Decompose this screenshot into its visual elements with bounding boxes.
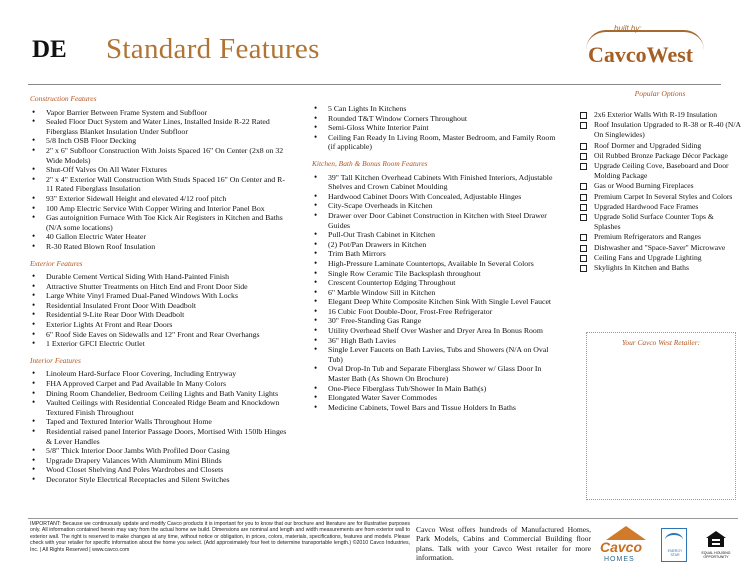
section-kitchen-bath <box>312 159 562 412</box>
feature-item: • 1 Exterior GFCI Electric Outlet <box>30 339 292 349</box>
feature-item: • 39" Tall Kitchen Overhead Cabinets With Finished Interiors, Adjustable Shelves and Crown Cabinet Moulding <box>312 173 562 192</box>
feature-item: • FHA Approved Carpet and Pad Available In Many Colors <box>30 379 292 389</box>
option-item: Roof Dormer and Upgraded Siding <box>579 141 741 151</box>
feature-item: • Wood Closet Shelving And Poles Wardrobes and Closets <box>30 465 292 475</box>
footer-message: Cavco West offers hundreds of Manufactured Homes, Park Models, Cabins and Commercial Building floor plans. Talk with your Cavco West retailer for more information. <box>416 525 591 563</box>
energy-star-logo <box>661 528 687 562</box>
feature-item: • Attractive Shutter Treatments on Hitch End and Front Door Side <box>30 282 292 292</box>
equal-housing-text: EQUAL HOUSING OPPORTUNITY <box>701 551 731 559</box>
feature-item: • Vapor Barrier Between Frame System and Subfloor <box>30 108 292 118</box>
feature-item: • Dining Room Chandelier, Bedroom Ceiling Lights and Bath Vanity Lights <box>30 389 292 399</box>
feature-list <box>312 104 562 152</box>
feature-item: • 5 Can Lights In Kitchens <box>312 104 562 114</box>
cavco-logo-sub: HOMES <box>604 556 635 563</box>
feature-item: • City-Scape Overheads in Kitchen <box>312 201 562 211</box>
option-item: Upgrade Ceiling Cove, Baseboard and Door Molding Package <box>579 161 741 181</box>
feature-item: • (2) Pot/Pan Drawers in Kitchen <box>312 240 562 250</box>
option-item: Gas or Wood Burning Fireplaces <box>579 181 741 191</box>
section-exterior <box>30 259 292 349</box>
feature-item: • Residential Insulated Front Door With Deadbolt <box>30 301 292 311</box>
feature-item: • Decorator Style Electrical Receptacles and Silent Switches <box>30 475 292 485</box>
feature-item: • 2" x 6" Subfloor Construction With Joists Spaced 16" On Center (2x8 on 32 Wide Models) <box>30 146 292 165</box>
feature-item: • Drawer over Door Cabinet Construction in Kitchen with Steel Drawer Guides <box>312 211 562 230</box>
brand-tagline: built by: <box>614 24 642 33</box>
feature-item: • R-30 Rated Blown Roof Insulation <box>30 242 292 252</box>
section-title: Kitchen, Bath & Bonus Room Features <box>312 158 428 168</box>
feature-list <box>30 108 292 252</box>
feature-item: • 6" Roof Side Eaves on Sidewalls and 12" Front and Rear Overhangs <box>30 330 292 340</box>
feature-item: • Linoleum Hard-Surface Floor Covering, Including Entryway <box>30 369 292 379</box>
feature-item: • 5/8 Inch OSB Floor Decking <box>30 136 292 146</box>
retailer-box <box>586 332 736 500</box>
feature-item: • Rounded T&T Window Corners Throughout <box>312 114 562 124</box>
features-column-left <box>30 94 292 492</box>
feature-item: • Exterior Lights At Front and Rear Doors <box>30 320 292 330</box>
feature-item: • Shut-Off Valves On All Water Fixtures <box>30 165 292 175</box>
equal-housing-icon <box>705 530 727 548</box>
header-divider <box>28 84 721 85</box>
feature-item: • 100 Amp Electric Service With Copper Wiring and Interior Panel Box <box>30 204 292 214</box>
feature-item: • Semi-Gloss White Interior Paint <box>312 123 562 133</box>
feature-item: • 5/8" Thick Interior Door Jambs With Profiled Door Casing <box>30 446 292 456</box>
option-item: Skylights In Kitchen and Baths <box>579 263 741 273</box>
feature-item: • Oval Drop-In Tub and Separate Fiberglass Shower w/ Glass Door In Master Bath (As Shown On Brochure) <box>312 364 562 383</box>
equal-housing-logo <box>699 528 733 562</box>
feature-item: • 30" Free-Standing Gas Range <box>312 316 562 326</box>
page-title: Standard Features <box>106 33 320 65</box>
feature-item: • Vaulted Ceilings with Residential Concealed Ridge Beam and Knockdown Textured Finish Throughout <box>30 398 292 417</box>
option-item: Roof Insulation Upgraded to R-38 or R-40 (N/A On Singlewides) <box>579 120 741 140</box>
option-item: Ceiling Fans and Upgrade Lighting <box>579 253 741 263</box>
section-title: Interior Features <box>30 355 81 365</box>
section-interior-cont <box>312 104 562 152</box>
feature-item: • 93" Exterior Sidewall Height and elevated 4/12 roof pitch <box>30 194 292 204</box>
section-title: Construction Features <box>30 94 97 103</box>
feature-list <box>30 369 292 484</box>
brand-name: CavcoWest <box>588 42 694 67</box>
energy-star-text: ENERGY STAR <box>667 549 683 557</box>
feature-item: • Sealed Floor Duct System and Water Lines, Installed Inside R-22 Rated Fiberglass Blanket Insulation Under Subfloor <box>30 117 292 136</box>
feature-item: • Residential raised panel Interior Passage Doors, Mortised With 150lb Hinges & Lever Handles <box>30 427 292 446</box>
retailer-label: Your Cavco West Retailer: <box>621 338 701 347</box>
feature-list <box>30 272 292 349</box>
feature-item: • 6" Marble Window Sill in Kitchen <box>312 288 562 298</box>
feature-item: • Hardwood Cabinet Doors With Concealed, Adjustable Hinges <box>312 192 562 202</box>
feature-item: • Upgrade Drapery Valances With Aluminum Mini Blinds <box>30 456 292 466</box>
feature-item: • Utility Overhead Shelf Over Washer and Dryer Area In Bonus Room <box>312 326 562 336</box>
option-item: Upgrade Solid Surface Counter Tops & Splashes <box>579 212 741 232</box>
feature-item: • 2" x 4" Exterior Wall Construction With Studs Spaced 16" On Center and R-11 Rated Fiberglass Insulation <box>30 175 292 194</box>
footer-divider <box>28 518 738 519</box>
cavco-west-logo <box>584 20 724 70</box>
feature-item: • Single Lever Faucets on Bath Lavies, Tubs and Showers (N/A on Oval Tub) <box>312 345 562 364</box>
feature-item: • Residential 9-Lite Rear Door With Deadbolt <box>30 310 292 320</box>
model-code: DE <box>32 36 67 63</box>
feature-item: • Single Row Ceramic Tile Backsplash throughout <box>312 269 562 279</box>
energy-star-icon <box>665 533 683 547</box>
option-item: Oil Rubbed Bronze Package Décor Package <box>579 151 741 161</box>
features-column-middle <box>312 104 562 419</box>
feature-item: • Crescent Countertop Edging Throughout <box>312 278 562 288</box>
feature-item: • One-Piece Fiberglass Tub/Shower In Main Bath(s) <box>312 384 562 394</box>
section-interior <box>30 356 292 485</box>
feature-item: • Gas autoignition Furnace With Toe Kick Air Registers in Kitchen and Baths (N/A some locations) <box>30 213 292 232</box>
feature-item: • 40 Gallon Electric Water Heater <box>30 232 292 242</box>
feature-item: • Elegant Deep White Composite Kitchen Sink With Single Level Faucet <box>312 297 562 307</box>
option-item: Premium Refrigerators and Ranges <box>579 232 741 242</box>
feature-item: • 36" High Bath Lavies <box>312 336 562 346</box>
cavco-homes-logo <box>598 526 650 568</box>
option-item: Upgraded Hardwood Face Frames <box>579 202 741 212</box>
feature-item: • Durable Cement Vertical Siding With Hand-Painted Finish <box>30 272 292 282</box>
popular-options-title: Popular Options <box>634 89 686 98</box>
feature-item: • Large White Vinyl Framed Dual-Paned Windows With Locks <box>30 291 292 301</box>
feature-item: • Elongated Water Saver Commodes <box>312 393 562 403</box>
option-item: Dishwasher and "Space-Saver" Microwave <box>579 243 741 253</box>
house-roof-icon <box>606 526 646 540</box>
section-title: Exterior Features <box>30 258 83 268</box>
feature-item: • 16 Cubic Foot Double-Door, Frost-Free Refrigerator <box>312 307 562 317</box>
popular-options-panel <box>579 89 741 329</box>
section-construction <box>30 94 292 252</box>
legal-disclaimer: IMPORTANT: Because we continuously update and modify Cavco products it is important for you to know that our brochure and literature are for illustrative purposes only. All information contained herein may vary from the actual home we build. Dimensions are nominal and length and width measurements are from exterior wall to exterior wall. The right is reserved to make changes at any time, without notice or obligation, in prices, colors, materials, specifications, features and models. Please check with your retailer for specific information about the home you select. (Add approximately four feet to determine transportable length.) ©2010 Cavco Industries, Inc. | All Rights Reserved | www.cavco.com <box>30 521 410 553</box>
popular-options-list <box>579 110 741 273</box>
feature-item: • Taped and Textured Interior Walls Throughout Home <box>30 417 292 427</box>
feature-item: • Ceiling Fan Ready In Living Room, Master Bedroom, and Family Room (if applicable) <box>312 133 562 152</box>
feature-item: • Medicine Cabinets, Towel Bars and Tissue Holders In Baths <box>312 403 562 413</box>
feature-item: • Trim Bath Mirrors <box>312 249 562 259</box>
option-item: 2x6 Exterior Walls With R-19 Insulation <box>579 110 741 120</box>
page-header <box>0 0 754 78</box>
feature-item: • High-Pressure Laminate Countertops, Available In Several Colors <box>312 259 562 269</box>
option-item: Premium Carpet In Several Styles and Colors <box>579 192 741 202</box>
feature-item: • Pull-Out Trash Cabinet in Kitchen <box>312 230 562 240</box>
cavco-logo-name: Cavco <box>600 539 643 555</box>
feature-list <box>312 173 562 413</box>
